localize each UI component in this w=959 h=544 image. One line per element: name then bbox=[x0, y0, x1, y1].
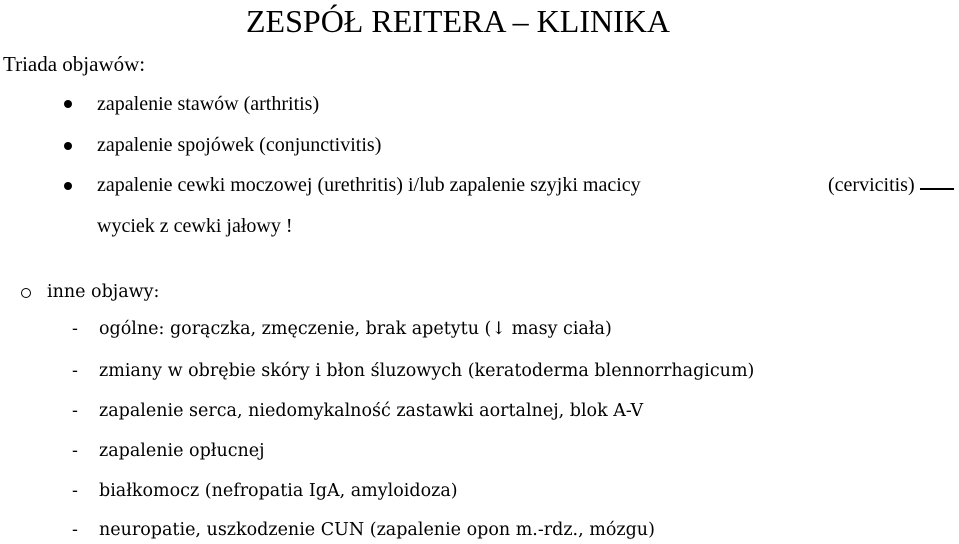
dash-marker: - bbox=[72, 319, 78, 339]
dash-marker: - bbox=[72, 481, 78, 501]
other-item-5: białkomocz (nefropatia IgA, amyloidoza) bbox=[99, 481, 458, 501]
triad-item-1: zapalenie stawów (arthritis) bbox=[97, 93, 320, 115]
other-item-3: zapalenie serca, niedomykalność zastawki aortalnej, blok A-V bbox=[99, 401, 644, 421]
bullet-icon bbox=[64, 142, 72, 150]
dash-marker: - bbox=[72, 401, 78, 421]
bullet-icon bbox=[64, 100, 72, 108]
dash-marker: - bbox=[72, 361, 78, 381]
other-item-4: zapalenie opłucnej bbox=[99, 441, 265, 461]
triad-item-2: zapalenie spojówek (conjunctivitis) bbox=[97, 134, 382, 156]
em-dash-rule bbox=[920, 188, 954, 190]
triad-item-3: zapalenie cewki moczowej (urethritis) i/lub zapalenie szyjki macicy bbox=[97, 174, 641, 196]
triad-heading: Triada objawów: bbox=[3, 52, 146, 76]
other-item-6: neuropatie, uszkodzenie CUN (zapalenie opon m.-rdz., mózgu) bbox=[99, 520, 655, 540]
other-item-1: ogólne: gorączka, zmęczenie, brak apetytu (↓ masy ciała) bbox=[99, 319, 612, 339]
dash-marker: - bbox=[72, 520, 78, 540]
bullet-icon bbox=[64, 182, 72, 190]
dash-marker: - bbox=[72, 441, 78, 461]
cervicitis-term: (cervicitis) bbox=[828, 174, 915, 196]
other-heading: inne objawy: bbox=[47, 282, 160, 302]
other-item-2: zmiany w obrębie skóry i błon śluzowych (keratoderma blennorrhagicum) bbox=[99, 361, 755, 381]
triad-item-4: wyciek z cewki jałowy ! bbox=[97, 215, 293, 237]
page-title: ZESPÓŁ REITERA – KLINIKA bbox=[246, 3, 670, 39]
hollow-bullet-icon bbox=[21, 288, 31, 298]
